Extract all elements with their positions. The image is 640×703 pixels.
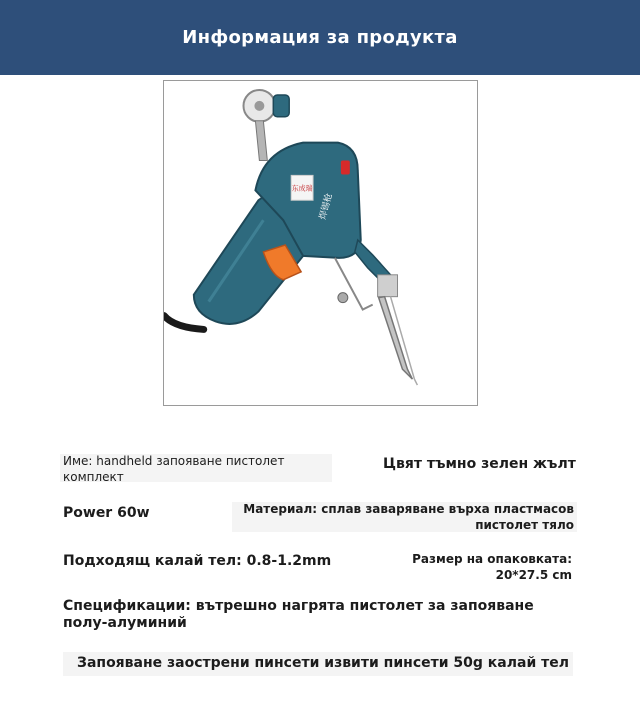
- spec-accessories: Запояване заострени пинсети извити пинсети 50g калай тел: [77, 655, 569, 671]
- spec-power: Power 60w: [63, 505, 150, 521]
- soldering-gun-illustration: [164, 81, 477, 405]
- spec-name: Име: handheld запояване пистолет комплект: [63, 454, 285, 484]
- spec-color: Цвят тъмно зелен жълт: [383, 456, 576, 472]
- brand-label-text: 东成瑞: [291, 184, 313, 193]
- guide-screw: [338, 293, 348, 303]
- page-title: Информация за продукта: [182, 27, 458, 48]
- power-cord: [164, 316, 204, 330]
- spec-package-size: Размер на опаковката: 20*27.5 cm: [412, 552, 572, 582]
- product-image-frame: [163, 80, 478, 406]
- reel-knob: [273, 95, 289, 117]
- spec-material: Материал: сплав заваряване върха пластмасов пистолет тяло: [243, 502, 574, 532]
- reel-hub: [254, 101, 264, 111]
- spec-specifications: Спецификации: вътрешно нагрята пистолет за запояване полу-алуминий: [63, 598, 534, 631]
- tip-collar: [378, 275, 398, 297]
- body-label-text: 焊锡枪: [318, 192, 335, 221]
- page-header: [0, 0, 640, 75]
- power-switch: [341, 161, 350, 175]
- spec-solder-wire: Подходящ калай тел: 0.8-1.2mm: [63, 553, 332, 569]
- reel-bracket: [255, 121, 267, 161]
- soldering-tip: [379, 297, 413, 379]
